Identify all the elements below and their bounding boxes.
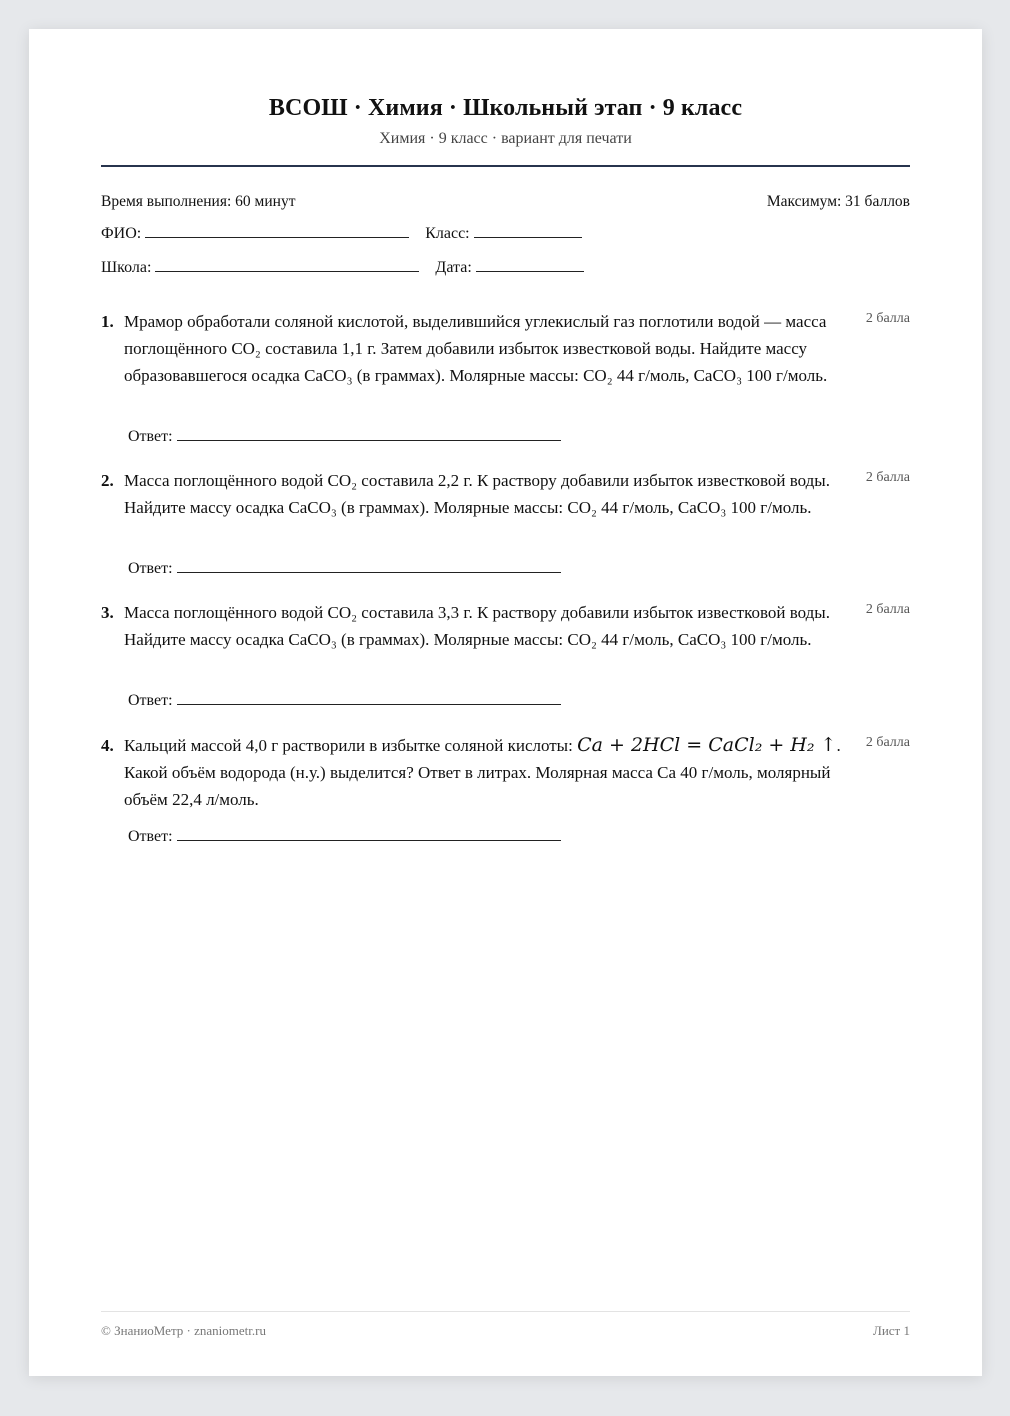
question-points: 2 балла bbox=[865, 311, 910, 326]
date-input-line[interactable] bbox=[476, 270, 584, 272]
school-label: Школа: bbox=[101, 259, 152, 276]
answer-row bbox=[128, 687, 573, 714]
field-row-school bbox=[101, 259, 596, 277]
answer-label: Ответ: bbox=[128, 828, 173, 845]
time-limit: Время выполнения: 60 минут bbox=[101, 193, 296, 210]
info-row bbox=[101, 193, 910, 211]
question-points: 2 балла bbox=[865, 735, 910, 750]
footer-sheet-number: Лист 1 bbox=[873, 1323, 910, 1338]
page-title: ВСОШ · Химия · Школьный этап · 9 класс bbox=[268, 95, 743, 121]
answer-input-line[interactable] bbox=[177, 571, 561, 573]
max-score: Максимум: 31 баллов bbox=[766, 193, 910, 210]
answer-row bbox=[128, 423, 573, 450]
question-text: Масса поглощённого водой CO₂ составила 3,3 г. К раствору добавили избыток известковой воды. Найдите массу осадка CaCO₃ (в граммах). Молярные массы: CO₂ 44 г/моль, CaCO₃ 100 г/моль. bbox=[124, 603, 830, 649]
class-label: Класс: bbox=[425, 225, 470, 242]
answer-label: Ответ: bbox=[128, 428, 173, 445]
question-text-before: Кальций массой 4,0 г растворили в избытке соляной кислоты: bbox=[124, 736, 578, 755]
question-text: Масса поглощённого водой CO₂ составила 2,2 г. К раствору добавили избыток известковой воды. Найдите массу осадка CaCO₃ (в граммах). Молярные массы: CO₂ 44 г/моль, CaCO₃ 100 г/моль. bbox=[124, 471, 830, 517]
question-text bbox=[124, 732, 858, 813]
answer-label: Ответ: bbox=[128, 692, 173, 709]
answer-input-line[interactable] bbox=[177, 439, 561, 441]
sheet-content bbox=[101, 29, 910, 1376]
school-input-line[interactable] bbox=[155, 270, 419, 272]
answer-input-line[interactable] bbox=[177, 839, 561, 841]
question-number: 2. bbox=[101, 471, 114, 490]
page-subtitle: Химия · 9 класс · вариант для печати bbox=[379, 130, 632, 147]
reaction-formula: Ca + 2HCl = CaCl₂ + H₂ ↑ bbox=[577, 734, 837, 756]
question-points: 2 балла bbox=[865, 470, 910, 485]
footer bbox=[101, 1323, 910, 1339]
footer-copyright: © ЗнаниоМетр · znaniometr.ru bbox=[101, 1323, 266, 1338]
fio-input-line[interactable] bbox=[145, 236, 409, 238]
footer-divider bbox=[101, 1311, 910, 1312]
answer-row bbox=[128, 823, 573, 850]
answer-row bbox=[128, 555, 573, 582]
question-number: 4. bbox=[101, 736, 114, 755]
question-text: Мрамор обработали соляной кислотой, выделившийся углекислый газ поглотили водой — масса поглощённого CO₂ составила 1,1 г. Затем добавили избыток известковой воды. Найдите массу образовавшегося осадка CaCO₃ (в граммах). Молярные массы: CO₂ 44 г/моль, CaCO₃ 100 г/моль. bbox=[124, 312, 828, 385]
question-text-after: . Какой объём водорода (н.у.) выделится? Ответ в литрах. Молярная масса Ca 40 г/моль, молярный объём 22,4 л/моль. bbox=[124, 736, 841, 809]
fio-label: ФИО: bbox=[101, 225, 142, 242]
question-number: 1. bbox=[101, 312, 114, 331]
answer-input-line[interactable] bbox=[177, 703, 561, 705]
date-label: Дата: bbox=[435, 259, 472, 276]
question-number: 3. bbox=[101, 603, 114, 622]
header-divider bbox=[101, 165, 910, 167]
answer-label: Ответ: bbox=[128, 560, 173, 577]
question-points: 2 балла bbox=[865, 602, 910, 617]
class-input-line[interactable] bbox=[474, 236, 582, 238]
exam-sheet bbox=[29, 29, 982, 1376]
field-row-student bbox=[101, 225, 594, 243]
